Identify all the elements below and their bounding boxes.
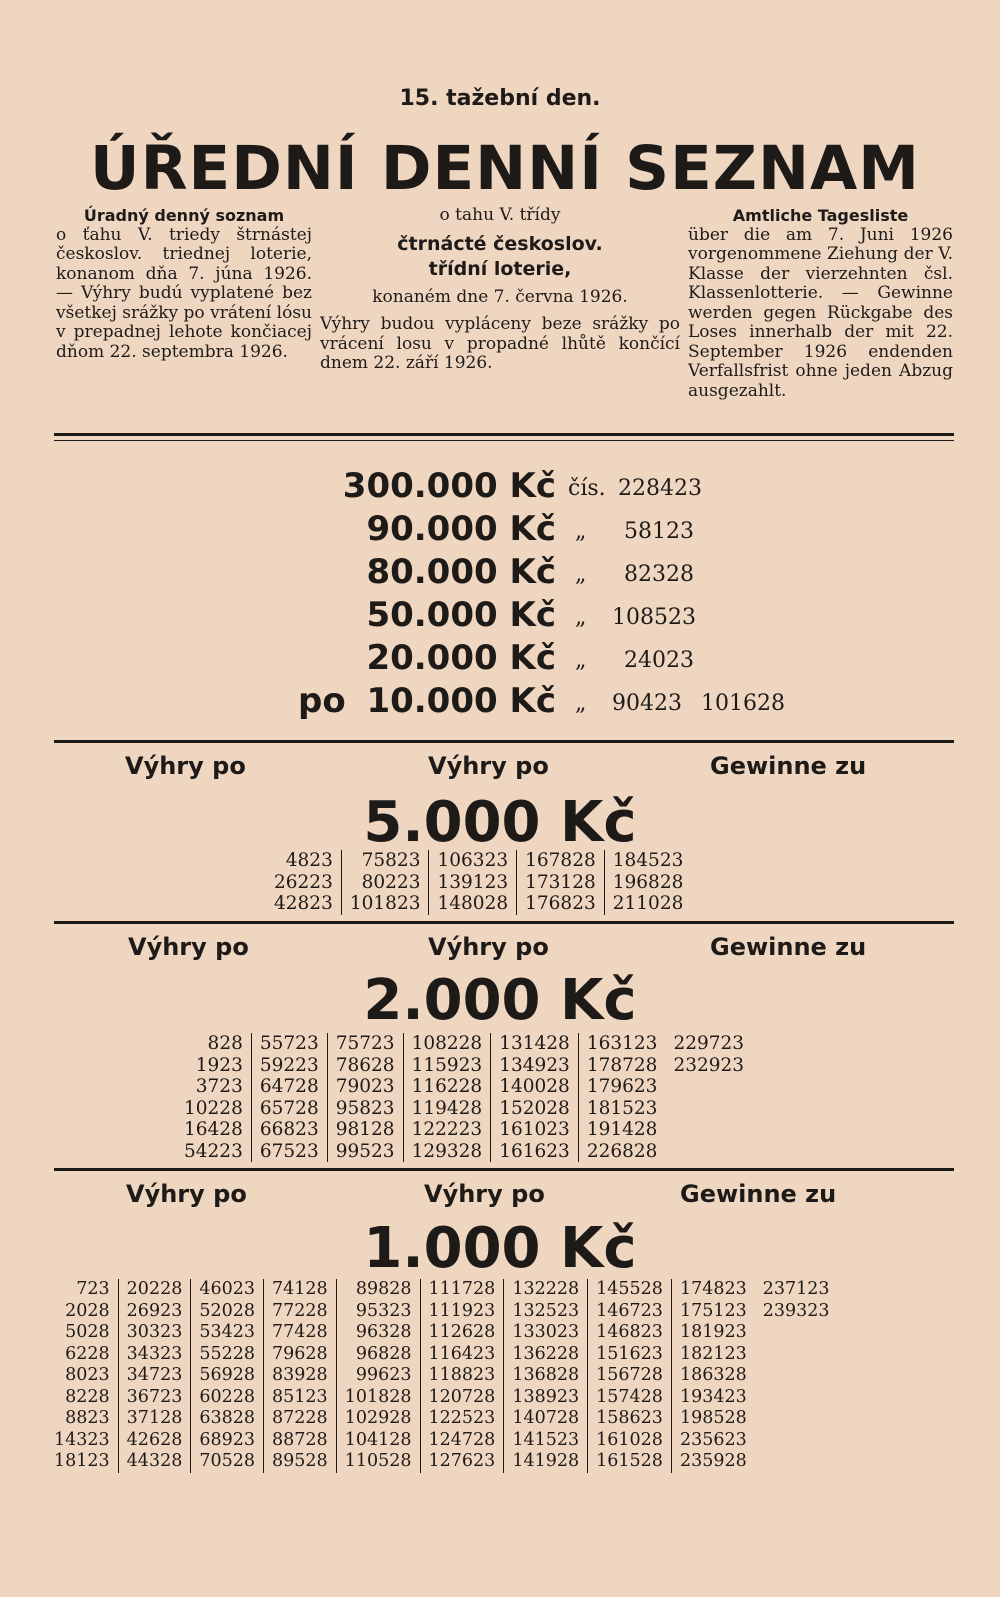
winning-number: 161023 — [499, 1119, 570, 1140]
winning-number: 26923 — [126, 1300, 183, 1321]
winning-number: 161028 — [596, 1429, 663, 1450]
prize-row — [0, 638, 1000, 681]
winning-number: 99623 — [355, 1365, 412, 1385]
winning-number: 52028 — [199, 1300, 256, 1321]
winning-number: 184523 — [612, 850, 684, 871]
winning-number: 5028 — [65, 1322, 110, 1342]
heading-de: Gewinne zu — [680, 1180, 837, 1208]
winning-number: 96328 — [355, 1322, 412, 1342]
winning-number: 167828 — [525, 850, 596, 871]
winning-number: 59223 — [259, 1054, 319, 1076]
winning-number: 55228 — [199, 1343, 256, 1364]
number-table — [176, 1033, 752, 1162]
number-column — [263, 1279, 336, 1473]
draw-day: 15. tažební den. — [399, 86, 601, 111]
number-column — [587, 1279, 671, 1473]
winning-number: 53423 — [199, 1322, 256, 1342]
prize-amount: 90.000 Kč — [366, 509, 556, 549]
winning-number: 139123 — [437, 871, 509, 893]
winning-number: 163123 — [586, 1033, 658, 1054]
winning-number: 8023 — [65, 1365, 110, 1385]
winning-number: 70528 — [199, 1451, 256, 1471]
winning-number: 65728 — [259, 1097, 319, 1119]
prize-row — [0, 681, 1000, 724]
winning-number: 77228 — [272, 1300, 328, 1321]
winning-number: 132228 — [512, 1279, 580, 1299]
section-amount: 1.000 Kč — [363, 1216, 637, 1281]
winning-number: 36723 — [126, 1386, 183, 1407]
winning-number: 67523 — [259, 1140, 319, 1162]
number-column — [516, 850, 604, 915]
number-column — [578, 1033, 666, 1162]
winning-number: 115923 — [411, 1054, 483, 1076]
winning-number: 78628 — [335, 1054, 395, 1076]
number-column — [46, 1279, 118, 1473]
heading-cz: Výhry po — [424, 1180, 545, 1208]
winning-number: 131428 — [499, 1033, 570, 1054]
number-column — [403, 1033, 491, 1162]
winning-number: 138923 — [512, 1386, 580, 1407]
winning-number: 106323 — [437, 850, 509, 871]
winning-number: 4823 — [285, 850, 333, 871]
winning-number: 196828 — [612, 871, 684, 893]
number-column — [341, 850, 429, 915]
winning-number: 54223 — [184, 1140, 243, 1162]
winning-number: 56928 — [199, 1365, 256, 1385]
winning-number: 191428 — [586, 1119, 658, 1140]
prize-row — [0, 552, 1000, 595]
winning-number: 175123 — [679, 1300, 747, 1321]
winning-number: 152028 — [499, 1097, 570, 1119]
german-text: über die am 7. Juni 1926 vorgenommene Ziehung der V. Klasse der vierzehnten čsl. Klassenlotterie. — Gewinne werden gegen Rückgabe des Loses innerhalb der mit 22. September 1926 endenden Verfallsfrist ohne jeden Abzug ausgezahlt. — [688, 224, 953, 401]
divider-rule — [54, 440, 954, 441]
winning-number: 136828 — [512, 1365, 580, 1385]
winning-number: 95823 — [335, 1097, 395, 1119]
winning-number: 239323 — [762, 1300, 830, 1321]
winning-number: 111923 — [428, 1300, 496, 1321]
number-column — [176, 1033, 251, 1162]
winning-number: 229723 — [673, 1033, 745, 1054]
winning-number: 182123 — [679, 1343, 747, 1364]
winning-number: 104128 — [344, 1429, 412, 1450]
number-column — [665, 1033, 752, 1162]
winning-number: 133023 — [512, 1322, 580, 1342]
winning-number: 120728 — [428, 1386, 496, 1407]
winning-number: 148028 — [437, 893, 509, 914]
heading-cz-sk: Výhry po — [126, 1180, 247, 1208]
winning-number: 146723 — [596, 1300, 663, 1321]
winning-number: 146823 — [596, 1322, 663, 1342]
divider-rule — [54, 740, 954, 743]
winning-number: 18123 — [54, 1451, 110, 1471]
number-column — [327, 1033, 403, 1162]
prize-amount: 80.000 Kč — [366, 552, 556, 592]
winning-number: 42628 — [126, 1429, 183, 1450]
section-amount: 5.000 Kč — [363, 790, 637, 855]
number-column — [251, 1033, 327, 1162]
winning-number: 145528 — [596, 1279, 663, 1299]
winning-number: 176823 — [525, 893, 596, 914]
prize-label: „ — [575, 648, 587, 673]
winning-number: 235928 — [679, 1451, 747, 1471]
winning-number: 87228 — [272, 1408, 328, 1428]
number-column — [604, 850, 692, 915]
winning-number: 74128 — [272, 1279, 328, 1299]
winning-number: 140728 — [512, 1408, 580, 1428]
winning-number: 198528 — [679, 1408, 747, 1428]
winning-number: 3723 — [195, 1076, 243, 1097]
winning-number: 79628 — [272, 1343, 328, 1364]
czech-line-1: o tahu V. třídy — [439, 205, 561, 225]
winning-number: 179623 — [586, 1076, 658, 1097]
heading-cz: Výhry po — [428, 752, 549, 780]
prize-prefix: po — [298, 681, 346, 721]
winning-number: 157428 — [596, 1386, 663, 1407]
number-column — [118, 1279, 191, 1473]
number-column — [336, 1279, 420, 1473]
czech-text: Výhry budou vypláceny beze srážky po vrácení losu v propadné lhůtě končící dnem 22. září 1926. — [320, 314, 680, 373]
winning-number: 42823 — [274, 893, 333, 914]
winning-number: 75723 — [335, 1033, 395, 1054]
winning-number: 10228 — [184, 1097, 243, 1119]
slovak-text: o ťahu V. triedy štrnástej českoslov. triednej loterie, konanom dňa 7. júna 1926. — Výhry budú vyplatené bez všetkej srážky po vrátení lósu v prepadnej lehote končiacej dňom 22. septembra 1926. — [56, 224, 312, 362]
german-notice — [688, 206, 953, 401]
winning-number: 122223 — [411, 1119, 483, 1140]
winning-number: 723 — [76, 1279, 110, 1299]
winning-number: 226828 — [586, 1140, 658, 1162]
number-table — [266, 850, 691, 915]
prize-amount: 20.000 Kč — [366, 638, 556, 678]
winning-number: 129328 — [411, 1140, 483, 1162]
number-column — [420, 1279, 504, 1473]
winning-number: 102928 — [344, 1408, 412, 1428]
winning-number: 8228 — [65, 1386, 110, 1407]
winning-number: 16428 — [184, 1119, 243, 1140]
winning-number: 34723 — [126, 1365, 183, 1385]
winning-number: 127623 — [428, 1451, 496, 1471]
winning-number: 119428 — [411, 1097, 483, 1119]
winning-number: 116228 — [411, 1076, 483, 1097]
winning-number: 98128 — [335, 1119, 395, 1140]
winning-number: 141523 — [512, 1429, 580, 1450]
winning-number: 108228 — [411, 1033, 483, 1054]
prize-label: „ — [575, 691, 587, 716]
divider-rule — [54, 433, 954, 436]
number-column — [503, 1279, 587, 1473]
number-column — [266, 850, 341, 915]
heading-cz: Výhry po — [428, 933, 549, 961]
winning-number: 181923 — [679, 1322, 747, 1342]
prize-label: „ — [575, 605, 587, 630]
winning-number: 44328 — [126, 1451, 183, 1471]
winning-number: 99523 — [335, 1140, 395, 1162]
number-column — [190, 1279, 263, 1473]
winning-number: 30323 — [126, 1322, 183, 1342]
winning-number: 6228 — [65, 1343, 110, 1364]
prize-row — [0, 595, 1000, 638]
heading-de: Gewinne zu — [710, 933, 867, 961]
prize-label: „ — [575, 562, 587, 587]
winning-number: 237123 — [762, 1279, 830, 1299]
winning-number: 20228 — [126, 1279, 183, 1299]
winning-number: 88728 — [272, 1429, 328, 1450]
winning-number: 85123 — [272, 1386, 328, 1407]
winning-number: 26223 — [274, 871, 333, 893]
winning-number: 136228 — [512, 1343, 580, 1364]
slovak-notice — [56, 206, 312, 362]
winning-number: 34323 — [126, 1343, 183, 1364]
winning-number: 193423 — [679, 1386, 747, 1407]
winning-number: 151623 — [596, 1343, 663, 1364]
czech-line-4: konaném dne 7. června 1926. — [372, 286, 628, 307]
prize-row — [0, 466, 1000, 509]
winning-number: 132523 — [512, 1300, 580, 1321]
czech-notice — [320, 206, 680, 374]
winning-number: 112628 — [428, 1322, 496, 1342]
winning-number: 64728 — [259, 1076, 319, 1097]
heading-cz-sk: Výhry po — [125, 752, 246, 780]
winning-number: 116423 — [428, 1343, 496, 1364]
prize-amount: 300.000 Kč — [342, 466, 556, 506]
winning-number: 161528 — [596, 1451, 663, 1471]
section-heading — [0, 752, 1000, 786]
winning-number: 181523 — [586, 1097, 658, 1119]
winning-number: 8823 — [65, 1408, 110, 1428]
winning-number: 173128 — [525, 871, 596, 893]
winning-number: 37128 — [126, 1408, 183, 1428]
prize-amount: 10.000 Kč — [366, 681, 556, 721]
divider-rule — [54, 921, 954, 924]
winning-number: 83928 — [272, 1365, 328, 1385]
prize-numbers: 228423 — [618, 476, 702, 501]
winning-number: 77428 — [272, 1322, 328, 1342]
prize-amount: 50.000 Kč — [366, 595, 556, 635]
prize-numbers: 82328 — [624, 562, 694, 587]
page-title: ÚŘEDNÍ DENNÍ SEZNAM — [90, 133, 920, 204]
winning-number: 89828 — [355, 1279, 412, 1299]
winning-number: 46023 — [199, 1279, 256, 1299]
winning-number: 101823 — [349, 893, 421, 914]
winning-number: 80223 — [361, 871, 421, 893]
prize-numbers: 58123 — [624, 519, 694, 544]
winning-number: 140028 — [499, 1076, 570, 1097]
winning-number: 122523 — [428, 1408, 496, 1428]
prize-numbers: 108523 — [612, 605, 696, 630]
winning-number: 89528 — [272, 1451, 328, 1471]
winning-number: 232923 — [673, 1054, 745, 1076]
number-table — [46, 1279, 838, 1473]
winning-number: 79023 — [335, 1076, 395, 1097]
winning-number: 75823 — [361, 850, 421, 871]
winning-number: 161623 — [499, 1140, 570, 1162]
winning-number: 111728 — [428, 1279, 496, 1299]
winning-number: 124728 — [428, 1429, 496, 1450]
heading-de: Gewinne zu — [710, 752, 867, 780]
winning-number: 174823 — [679, 1279, 747, 1299]
winning-number: 158623 — [596, 1408, 663, 1428]
winning-number: 110528 — [344, 1451, 412, 1471]
winning-number: 178728 — [586, 1054, 658, 1076]
number-column — [428, 850, 516, 915]
section-heading — [0, 1180, 1000, 1214]
winning-number: 141928 — [512, 1451, 580, 1471]
prize-label: „ — [575, 519, 587, 544]
slovak-heading: Úradný denný soznam — [83, 206, 285, 225]
winning-number: 63828 — [199, 1408, 256, 1428]
winning-number: 211028 — [612, 893, 684, 914]
prize-row — [0, 509, 1000, 552]
number-column — [755, 1279, 838, 1473]
winning-number: 1923 — [195, 1054, 243, 1076]
prize-numbers: 90423 101628 — [612, 691, 785, 716]
german-heading: Amtliche Tagesliste — [732, 206, 909, 225]
winning-number: 134923 — [499, 1054, 570, 1076]
prize-label: čís. — [568, 476, 606, 501]
divider-rule — [54, 1168, 954, 1171]
winning-number: 66823 — [259, 1119, 319, 1140]
winning-number: 118823 — [428, 1365, 496, 1385]
number-column — [490, 1033, 578, 1162]
winning-number: 60228 — [199, 1386, 256, 1407]
winning-number: 55723 — [259, 1033, 319, 1054]
number-column — [671, 1279, 755, 1473]
winning-number: 96828 — [355, 1343, 412, 1364]
winning-number: 14323 — [54, 1429, 110, 1450]
winning-number: 828 — [207, 1033, 243, 1054]
winning-number: 68923 — [199, 1429, 256, 1450]
prize-numbers: 24023 — [624, 648, 694, 673]
winning-number: 95323 — [355, 1300, 412, 1321]
winning-number: 101828 — [344, 1386, 412, 1407]
winning-number: 156728 — [596, 1365, 663, 1385]
section-heading — [0, 933, 1000, 967]
winning-number: 186328 — [679, 1365, 747, 1385]
heading-cz-sk: Výhry po — [128, 933, 249, 961]
czech-line-3: třídní loterie, — [428, 257, 572, 280]
czech-line-2: čtrnácté českoslov. — [397, 232, 603, 255]
section-amount: 2.000 Kč — [363, 968, 637, 1033]
winning-number: 2028 — [65, 1300, 110, 1321]
winning-number: 235623 — [679, 1429, 747, 1450]
